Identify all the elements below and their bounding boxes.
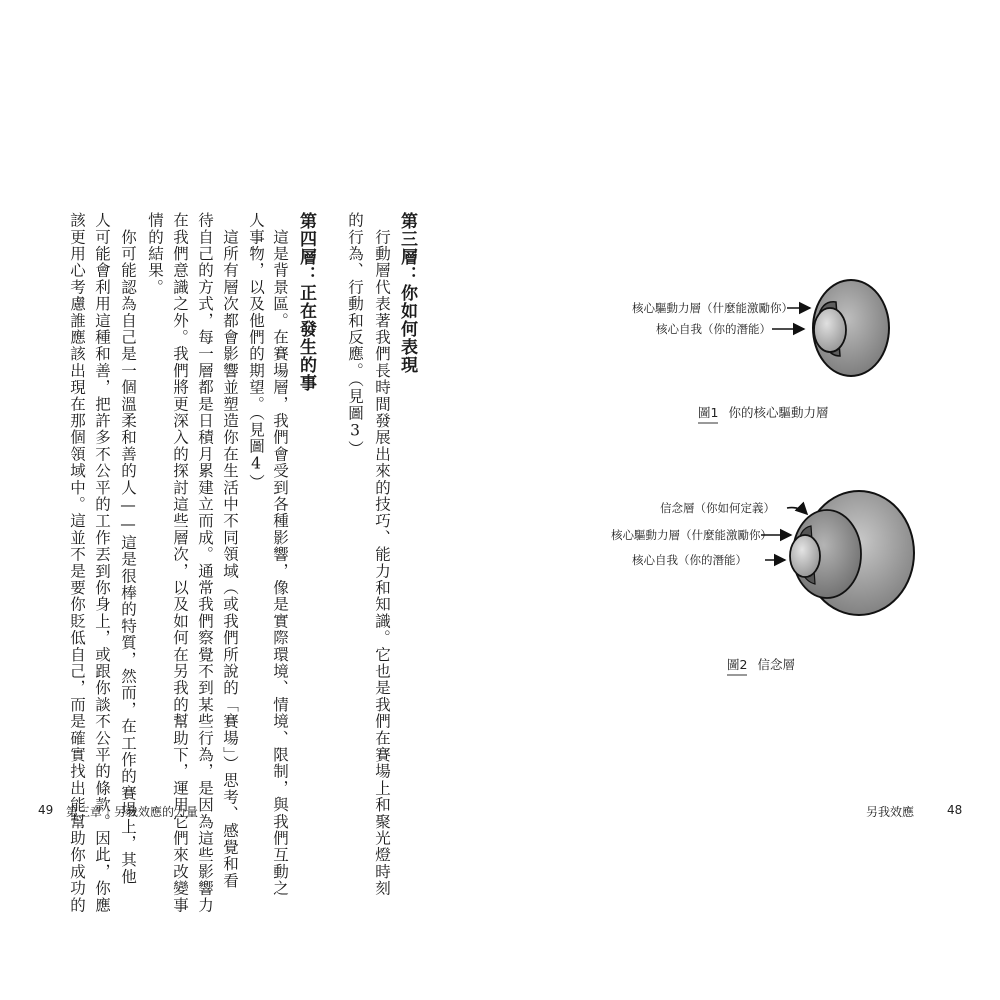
arrow (787, 508, 807, 514)
core-self-shape (790, 535, 820, 577)
left-running-header: 第三章｜另我效應的力量 (66, 805, 199, 819)
figure2-diagram (755, 480, 925, 625)
body-column: 這是背景區。在賽場層，我們會受到各種影響，像是實際環境、情境、限制，與我們互動之 (271, 212, 289, 897)
body-column: 待自己的方式，每一層都是日積月累建立而成。通常我們察覺不到某些行為，是因為這些影響力 (196, 212, 214, 914)
body-column: 人可能會利用這種和善，把許多不公平的工作丟到你身上，或跟你談不公平的條款。因此，你應 (93, 212, 111, 914)
body-column: 你可能認為自己是一個溫柔和善的人——這是很棒的特質，然而，在工作的賽場上，其他 (119, 212, 137, 885)
right-running-header: 另我效應 (866, 805, 915, 819)
body-column: 情的結果。 (146, 212, 164, 296)
right-page-number: 48 (947, 803, 963, 817)
body-column: 人事物，以及他們的期望。（見圖4） (247, 212, 265, 491)
body-column: 行動層代表著我們長時間發展出來的技巧、能力和知識。它也是我們在賽場上和聚光燈時刻 (373, 212, 391, 897)
left-page-number: 49 (38, 803, 54, 817)
figure2-caption-text: 信念層 (757, 657, 795, 672)
body-column: 的行為、行動和反應。（見圖3） (346, 212, 364, 458)
figure2-caption (727, 655, 795, 676)
figure1-label-core-self: 核心自我（你的潛能） (656, 322, 771, 336)
heading-layer-three: 第三層：你如何表現 (397, 212, 417, 374)
body-column: 在我們意識之外。我們將更深入的探討這些層次，以及如何在另我的幫助下，運用它們來改變事 (171, 212, 189, 914)
figure1-caption-text: 你的核心驅動力層 (728, 405, 829, 420)
figure2-label-core-drive: 核心驅動力層（什麼能激勵你） (611, 528, 772, 542)
body-column: 這所有層次都會影響並塑造你在生活中不同領域（或我們所說的「賽場」）思考、感覺和看 (221, 212, 239, 889)
figure1-diagram (770, 270, 900, 390)
figure2-caption-number: 圖2 (727, 655, 747, 676)
figure2-label-core-self: 核心自我（你的潛能） (632, 553, 747, 567)
core-self-shape (814, 308, 846, 352)
figure1-caption-number: 圖1 (698, 403, 718, 424)
figure1-label-core-drive: 核心驅動力層（什麼能激勵你） (632, 301, 793, 315)
figure1-caption (698, 403, 828, 424)
heading-layer-four: 第四層：正在發生的事 (296, 212, 316, 392)
body-column: 該更用心考慮誰應該出現在那個領域中。這並不是要你貶低自己，而是確實找出能幫助你成功的 (68, 212, 86, 914)
figure2-label-belief: 信念層（你如何定義） (660, 501, 775, 515)
